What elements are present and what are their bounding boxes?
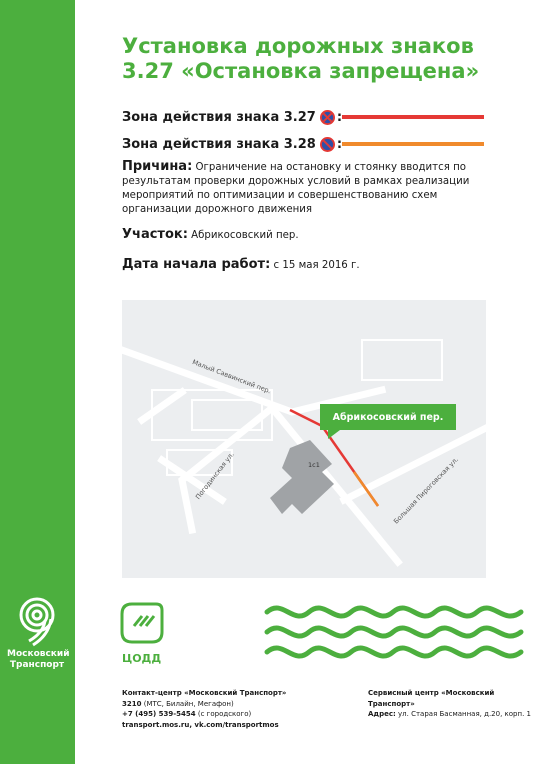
codd-emblem-icon: [118, 598, 166, 646]
no-parking-sign-icon: [320, 137, 335, 152]
decorative-waves-icon: [263, 602, 525, 664]
zone-colon-3-27: :: [336, 109, 343, 125]
start-date-value: с 15 мая 2016 г.: [273, 260, 360, 271]
no-stopping-sign-icon: [320, 110, 335, 125]
zone-label-3-27: Зона действия знака 3.27: [122, 109, 316, 125]
map-callout-tip: [328, 430, 340, 439]
reason-text: Ограничение на остановку и стоянку вводится по результатам проверки дорожных условий в рамках реализации мероприятий по оптимизации и совершенствованию схем организации дорожного движения: [122, 162, 470, 215]
sites-link[interactable]: transport.mos.ru, vk.com/transportmos: [122, 720, 279, 729]
start-date-label: Дата начала работ:: [122, 257, 271, 272]
zone-row-3-27: [122, 108, 342, 126]
short-number-note: (МТС, Билайн, Мегафон): [143, 699, 234, 708]
logo-text-line1: Московский: [7, 649, 70, 659]
codd-logo: [118, 598, 178, 665]
zone-path-red: [290, 410, 322, 426]
section-value: Абрикосовский пер.: [191, 230, 299, 241]
short-number: 3210: [122, 699, 142, 708]
map-callout: Абрикосовский пер.: [320, 404, 456, 430]
address-value: ул. Старая Басманная, д.20, корп. 1: [398, 710, 531, 718]
zone-line-orange: [342, 142, 484, 146]
address-label: Адрес:: [368, 710, 396, 718]
title-line2: 3.27 «Остановка запрещена»: [122, 59, 480, 83]
zone-row-3-28: [122, 135, 342, 153]
start-date-block: [122, 258, 502, 273]
service-title: Сервисный центр «Московский Транспорт»: [368, 689, 495, 708]
section-label: Участок:: [122, 227, 188, 242]
title-line1: Установка дорожных знаков: [122, 34, 474, 58]
moscow-transport-logo: [7, 595, 70, 671]
page-title: [122, 34, 522, 84]
reason-block: [122, 160, 502, 217]
street-label-pogodinskaya: Погодинская ул.: [194, 450, 236, 501]
building-1c1: [270, 440, 334, 514]
reason-label: Причина:: [122, 159, 193, 174]
phone-number: +7 (495) 539-5454: [122, 710, 196, 718]
sidebar: [0, 0, 75, 764]
zone-colon-3-28: :: [336, 136, 343, 152]
codd-name: ЦОДД: [122, 652, 162, 665]
location-map: [122, 300, 486, 578]
section-block: [122, 228, 502, 243]
contact-title: Контакт-центр «Московский Транспорт»: [122, 689, 287, 697]
moscow-transport-emblem-icon: [15, 595, 59, 647]
map-roads: [122, 300, 486, 578]
footer-service: [368, 688, 540, 720]
phone-note: (с городского): [197, 710, 252, 718]
street-label-b-pirogovskaya: Большая Пироговская ул.: [392, 455, 460, 526]
zone-label-3-28: Зона действия знака 3.28: [122, 136, 316, 152]
zone-path-orange-end: [354, 472, 378, 506]
zone-line-red: [342, 115, 484, 119]
street-label-maly-savvinsky: Малый Саввинский пер.: [191, 358, 272, 396]
building-label: 1с1: [308, 461, 320, 469]
footer-contact: [122, 688, 286, 730]
logo-text-line2: Транспорт: [9, 660, 65, 670]
